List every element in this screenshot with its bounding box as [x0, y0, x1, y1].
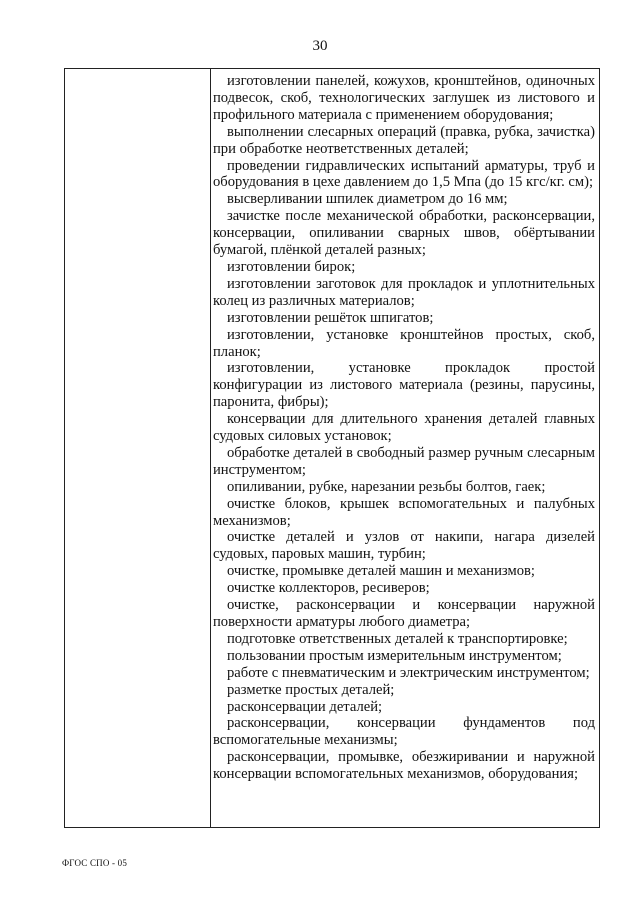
list-item: опиливании, рубке, нарезании резьбы болтов, гаек; [227, 478, 546, 495]
list-item: выполнении слесарных операций (правка, рубка, зачистка) при обработке неответственных деталей; [213, 123, 595, 157]
list-item: пользовании простым измерительным инструментом; [227, 647, 562, 664]
list-item: высверливании шпилек диаметром до 16 мм; [227, 191, 508, 208]
list-item: расконсервации, консервации фундаментов под вспомогательные механизмы; [213, 715, 595, 749]
list-item: изготовлении бирок; [227, 258, 356, 275]
list-item: разметке простых деталей; [227, 681, 395, 698]
list-item: обработке деталей в свободный размер ручным слесарным инструментом; [213, 444, 595, 478]
list-item: очистке деталей и узлов от накипи, нагара дизелей судовых, паровых машин, турбин; [213, 529, 595, 563]
list-item: подготовке ответственных деталей к транспортировке; [227, 630, 568, 647]
footer-code: ФГОС СПО - 05 [62, 858, 128, 868]
table-right-column [213, 73, 595, 783]
list-item: изготовлении заготовок для прокладок и уплотнительных колец из различных материалов; [213, 275, 595, 309]
list-item: изготовлении решёток шпигатов; [227, 309, 434, 326]
list-item: расконсервации деталей; [227, 698, 383, 715]
list-item: работе с пневматическим и электрическим инструментом; [227, 664, 590, 681]
list-item: зачистке после механической обработки, расконсервации, консервации, опиливании сварных швов, обёртывании бумагой, плёнкой деталей разных; [213, 208, 595, 259]
list-item: проведении гидравлических испытаний арматуры, труб и оборудования в цехе давлением до 1,5 Мпа (до 15 кгс/кг. см); [213, 157, 595, 191]
page-number: 30 [312, 38, 328, 54]
content-table [64, 68, 600, 828]
table-left-column [65, 69, 211, 827]
list-item: очистке коллекторов, ресиверов; [227, 580, 430, 597]
list-item: консервации для длительного хранения деталей главных судовых силовых установок; [213, 411, 595, 445]
list-item: изготовлении, установке кронштейнов простых, скоб, планок; [213, 326, 595, 360]
list-item: очистке блоков, крышек вспомогательных и палубных механизмов; [213, 495, 595, 529]
list-item: очистке, промывке деталей машин и механизмов; [227, 563, 535, 580]
list-item: очистке, расконсервации и консервации наружной поверхности арматуры любого диаметра; [213, 597, 595, 630]
list-item: расконсервации, промывке, обезжиривании и наружной консервации вспомогательных механизмов, оборудования; [213, 749, 595, 783]
list-item: изготовлении панелей, кожухов, кронштейнов, одиночных подвесок, скоб, технологических заглушек из листового и профильного материала с применением оборудования; [213, 73, 595, 123]
list-item: изготовлении, установке прокладок простой конфигурации из листового материала (резины, парусины, паронита, фибры); [213, 360, 595, 411]
